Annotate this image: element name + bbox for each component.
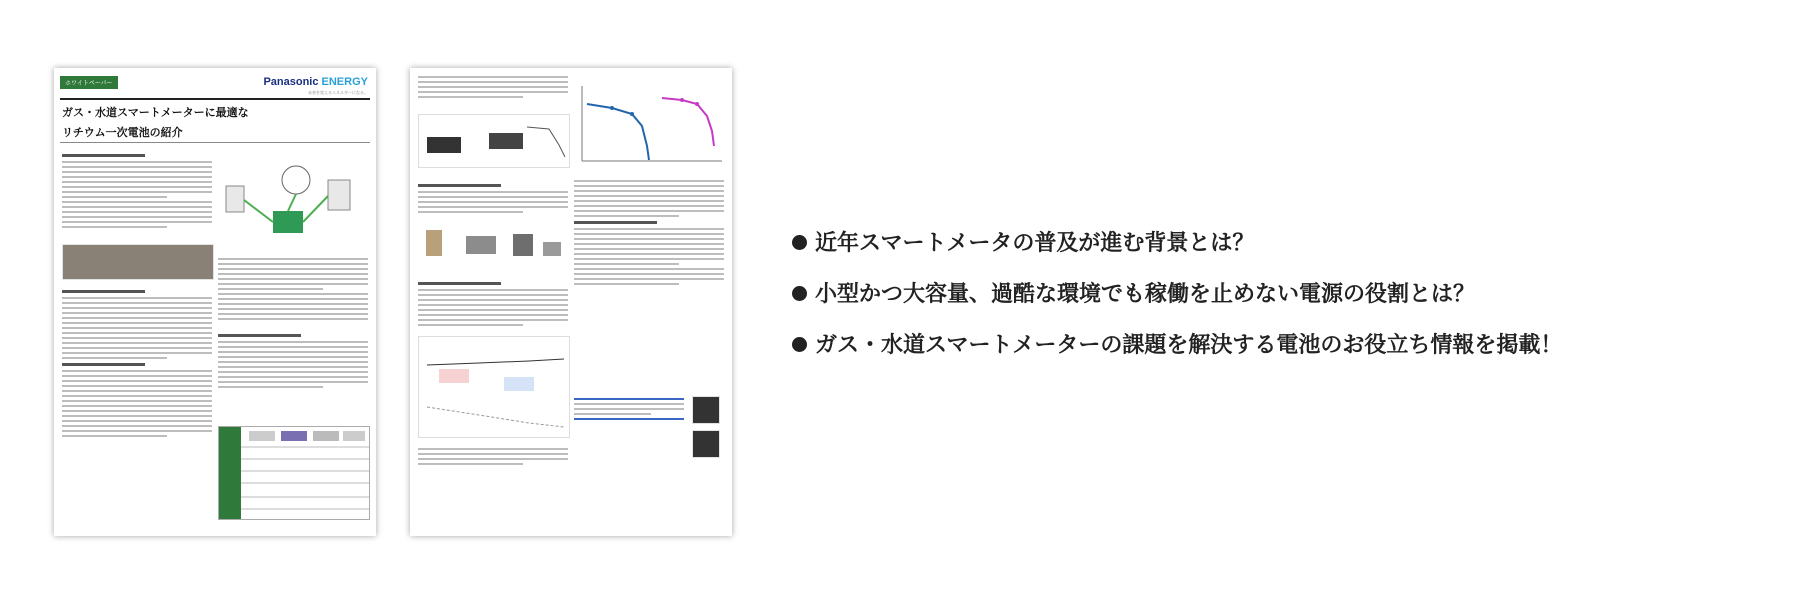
bullet-dot-icon bbox=[792, 337, 807, 352]
battery-spec-table bbox=[218, 426, 370, 520]
qr-code-2 bbox=[692, 430, 720, 458]
page2-links bbox=[574, 398, 684, 423]
brand-name: Panasonic bbox=[263, 76, 319, 88]
body-text-column-right-2 bbox=[218, 330, 368, 391]
document-title-line1: ガス・水道スマートメーターに最適な bbox=[62, 106, 249, 119]
meter-photos bbox=[62, 244, 214, 280]
smart-meter-diagram bbox=[218, 156, 368, 251]
pulse-characteristics-chart bbox=[418, 336, 570, 438]
page2-text-top bbox=[418, 76, 568, 101]
document-page-2 bbox=[410, 68, 732, 536]
bullet-dot-icon bbox=[792, 235, 807, 250]
page2-text-col-left-2 bbox=[418, 278, 568, 329]
page2-text-col-left-3 bbox=[418, 448, 568, 468]
bullet-text: 近年スマートメータの普及が進む背景とは？ bbox=[815, 231, 1255, 256]
brand-logo bbox=[263, 76, 368, 88]
bullet-dot-icon bbox=[792, 286, 807, 301]
bullet-text: ガス・水道スマートメーターの課題を解決する電池のお役立ち情報を掲載！ bbox=[815, 333, 1563, 358]
title-rule-bottom bbox=[60, 142, 370, 143]
whitepaper-tag: ホワイトペーパー bbox=[60, 76, 118, 89]
page2-text-col-left-1 bbox=[418, 180, 568, 216]
discharge-diagram bbox=[418, 114, 570, 168]
bullet-item bbox=[792, 277, 1562, 313]
body-text-column-left-2 bbox=[62, 286, 212, 440]
battery-shapes-illustration bbox=[418, 218, 568, 270]
brand-suffix: ENERGY bbox=[321, 76, 368, 88]
bullet-item bbox=[792, 226, 1562, 262]
page2-text-col-right bbox=[574, 180, 724, 288]
bullet-item bbox=[792, 328, 1562, 364]
title-rule-top bbox=[60, 98, 370, 100]
voltage-curve-chart bbox=[572, 76, 724, 176]
document-page-1 bbox=[54, 68, 376, 536]
bullet-text: 小型かつ大容量、過酷な環境でも稼働を止めない電源の役割とは？ bbox=[815, 282, 1476, 307]
body-text-column-left bbox=[62, 150, 212, 231]
feature-bullet-list bbox=[792, 226, 1562, 379]
brand-tagline: 未来を変えるエネルギーになる。 bbox=[308, 90, 368, 95]
qr-code-1 bbox=[692, 396, 720, 424]
body-text-column-right-1 bbox=[218, 258, 368, 323]
document-title-line2: リチウム一次電池の紹介 bbox=[62, 126, 183, 139]
